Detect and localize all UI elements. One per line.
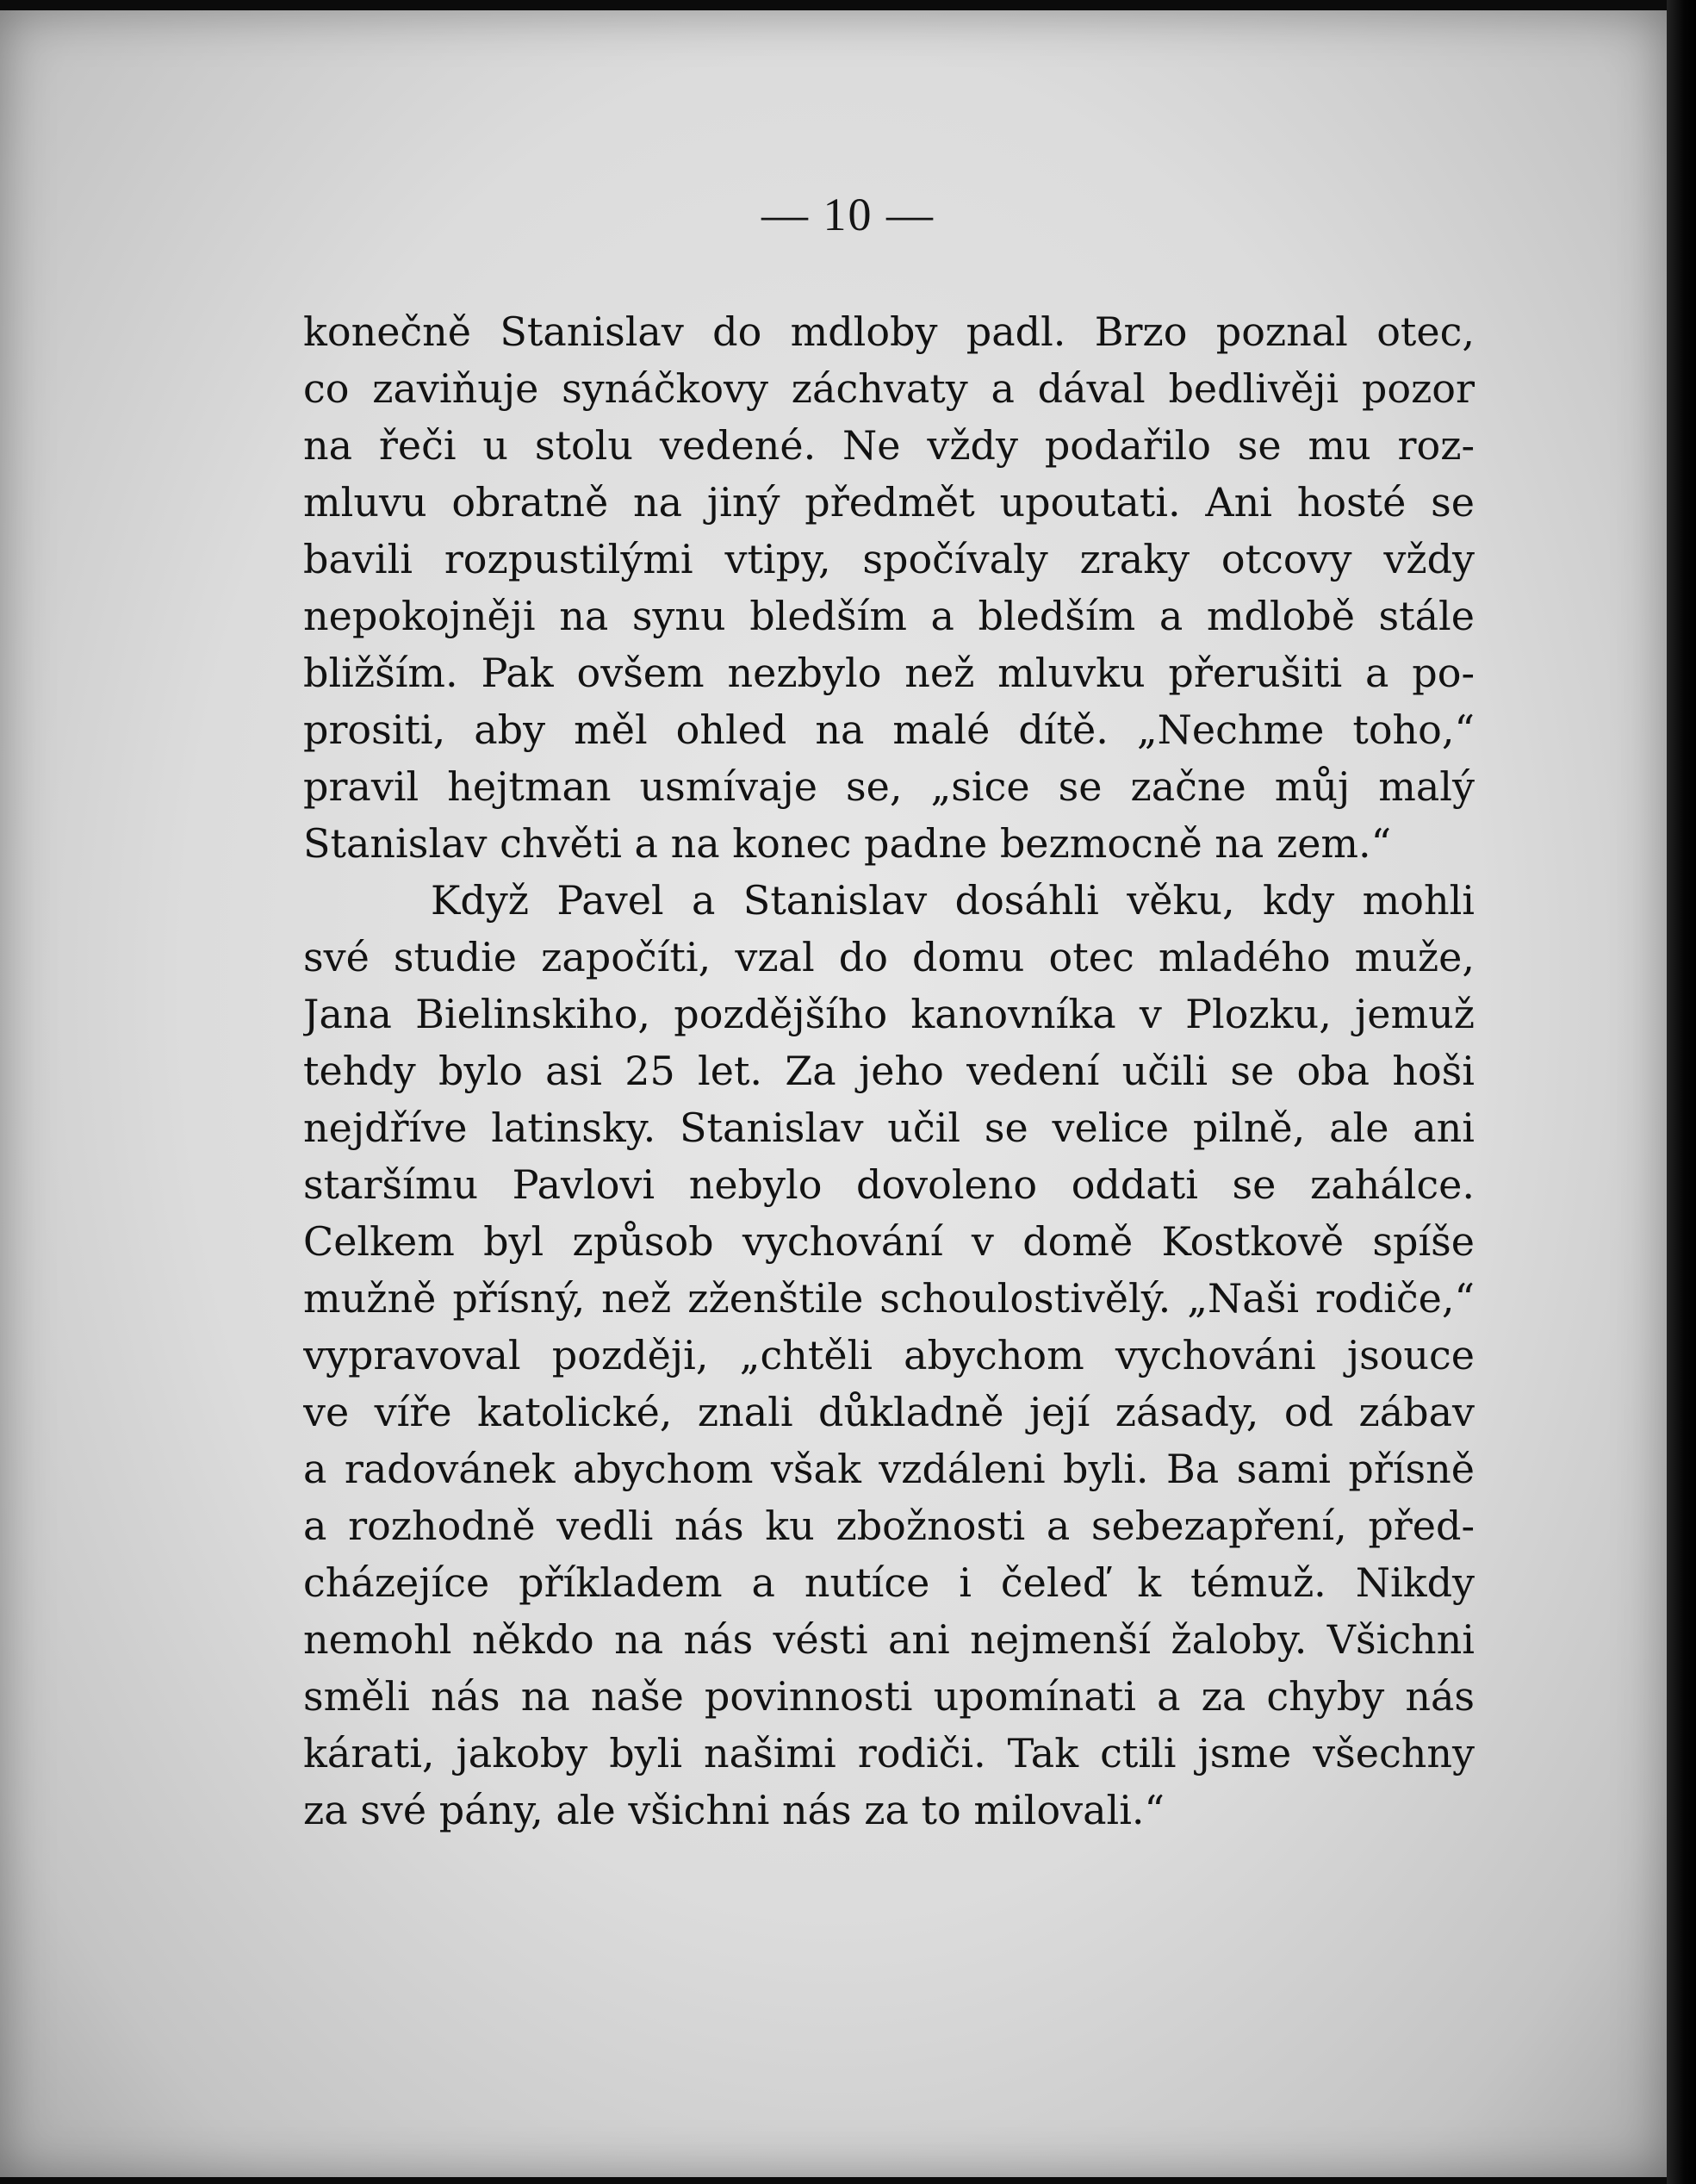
text-line: a rozhodně vedli nás ku zbožnosti a sebezapření, před-	[303, 1503, 1475, 1549]
text-line: mluvu obratně na jiný předmět upoutati. Ani hosté se	[303, 479, 1475, 526]
text-line: mužně přísný, než zženštile schoulostivělý. „Naši rodiče,“	[303, 1275, 1475, 1322]
body-text	[303, 303, 1475, 1839]
text-line: staršímu Pavlovi nebylo dovoleno oddati se zahálce.	[303, 1161, 1475, 1208]
text-line: vypravoval později, „chtěli abychom vychováni jsouce	[303, 1332, 1475, 1378]
text-line: nepokojněji na synu bledším a bledším a mdlobě stále	[303, 593, 1475, 639]
text-line: prositi, aby měl ohled na malé dítě. „Nechme toho,“	[303, 706, 1475, 753]
text-line: pravil hejtman usmívaje se, „sice se začne můj malý	[303, 763, 1475, 810]
text-line: konečně Stanislav do mdloby padl. Brzo poznal otec,	[303, 308, 1475, 355]
text-line-paragraph-end: Stanislav chvěti a na konec padne bezmocně na zem.“	[303, 820, 1392, 867]
text-line: tehdy bylo asi 25 let. Za jeho vedení učili se oba hoši	[303, 1048, 1475, 1094]
text-line: na řeči u stolu vedené. Ne vždy podařilo se mu roz-	[303, 422, 1475, 469]
text-line-paragraph-start: Když Pavel a Stanislav dosáhli věku, kdy mohli	[431, 877, 1475, 924]
text-line: nemohl někdo na nás vésti ani nejmenší žaloby. Všichni	[303, 1616, 1475, 1663]
text-line: co zaviňuje synáčkovy záchvaty a dával bedlivěji pozor	[303, 365, 1475, 412]
text-line: nejdříve latinsky. Stanislav učil se velice pilně, ale ani	[303, 1104, 1475, 1151]
text-line: Jana Bielinskiho, pozdějšího kanovníka v Plozku, jemuž	[303, 991, 1475, 1037]
text-line: kárati, jakoby byli našimi rodiči. Tak ctili jsme všechny	[303, 1730, 1475, 1776]
text-line: a radovánek abychom však vzdáleni byli. Ba sami přísně	[303, 1446, 1475, 1492]
text-line: bavili rozpustilými vtipy, spočívaly zraky otcovy vždy	[303, 536, 1475, 582]
text-line-paragraph-end: za své pány, ale všichni nás za to milovali.“	[303, 1787, 1165, 1833]
text-line: Celkem byl způsob vychování v domě Kostkově spíše	[303, 1218, 1475, 1265]
text-line: bližším. Pak ovšem nezbylo než mluvku přerušiti a po-	[303, 650, 1475, 696]
text-line: své studie započíti, vzal do domu otec mladého muže,	[303, 934, 1475, 980]
text-line: cházejíce příkladem a nutíce i čeleď k témuž. Nikdy	[303, 1559, 1475, 1606]
text-line: ve víře katolické, znali důkladně její zásady, od zábav	[303, 1389, 1475, 1435]
page-number: — 10 —	[761, 189, 935, 240]
text-line: směli nás na naše povinnosti upomínati a za chyby nás	[303, 1673, 1475, 1720]
book-spine-edge	[1667, 0, 1696, 2184]
